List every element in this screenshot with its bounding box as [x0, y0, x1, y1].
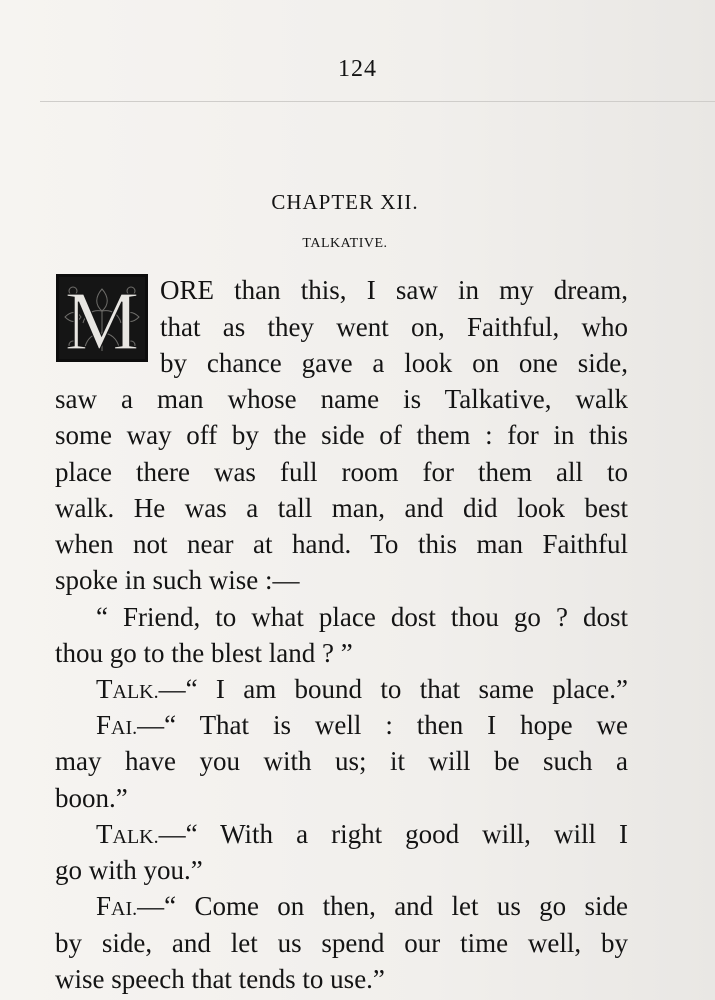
speaker-initial: T: [96, 819, 113, 849]
text-line: by chance gave a look on one side,: [160, 348, 628, 378]
page-number: 124: [338, 56, 377, 82]
drop-cap-letter: M: [64, 277, 140, 359]
dialogue-line-faithful: [96, 890, 628, 925]
speaker-abbrev: AI.: [111, 717, 138, 739]
speaker-initial: T: [96, 674, 113, 704]
text-line: saw a man whose name is Talkative, walk: [55, 384, 628, 414]
text-line: thou go to the blest land ? ”: [55, 638, 353, 668]
text-line: wise speech that tends to use.”: [55, 964, 385, 994]
header-rule: [40, 101, 715, 102]
dialogue-text: —“ With a right good will, will I: [158, 819, 628, 849]
text-line: ORE than this, I saw in my dream,: [160, 275, 628, 305]
dialogue-line-talkative: [96, 673, 628, 708]
dialogue-text: —“ Come on then, and let us go side: [137, 891, 628, 921]
text-line: by side, and let us spend our time well, by: [55, 928, 628, 958]
text-line: boon.”: [55, 783, 128, 813]
dialogue-line-talkative: [96, 818, 628, 853]
text-line: may have you with us; it will be such a: [55, 746, 628, 776]
dialogue-text: —“ That is well : then I hope we: [137, 710, 628, 740]
speaker-abbrev: ALK.: [112, 826, 159, 848]
drop-cap-ornament: [56, 274, 148, 362]
text-line: go with you.”: [55, 855, 203, 885]
speaker-initial: F: [96, 710, 112, 740]
text-line: that as they went on, Faithful, who: [160, 312, 628, 342]
text-line: some way off by the side of them : for in this: [55, 420, 628, 450]
dialogue-text: —“ I am bound to that same place.”: [158, 674, 628, 704]
dialogue-line-faithful: [96, 709, 628, 744]
speaker-abbrev: ALK.: [112, 681, 159, 703]
text-line: place there was full room for them all to: [55, 457, 628, 487]
text-line: “ Friend, to what place dost thou go ? dost: [96, 602, 628, 632]
drop-cap-ornament-graphic: [59, 277, 145, 359]
text-line: when not near at hand. To this man Faithful: [55, 529, 628, 559]
text-line: walk. He was a tall man, and did look best: [55, 493, 628, 523]
chapter-subtitle: TALKATIVE.: [302, 236, 388, 251]
speaker-abbrev: AI.: [111, 898, 138, 920]
text-line: spoke in such wise :—: [55, 565, 300, 595]
speaker-initial: F: [96, 891, 112, 921]
chapter-title: CHAPTER XII.: [271, 190, 419, 214]
